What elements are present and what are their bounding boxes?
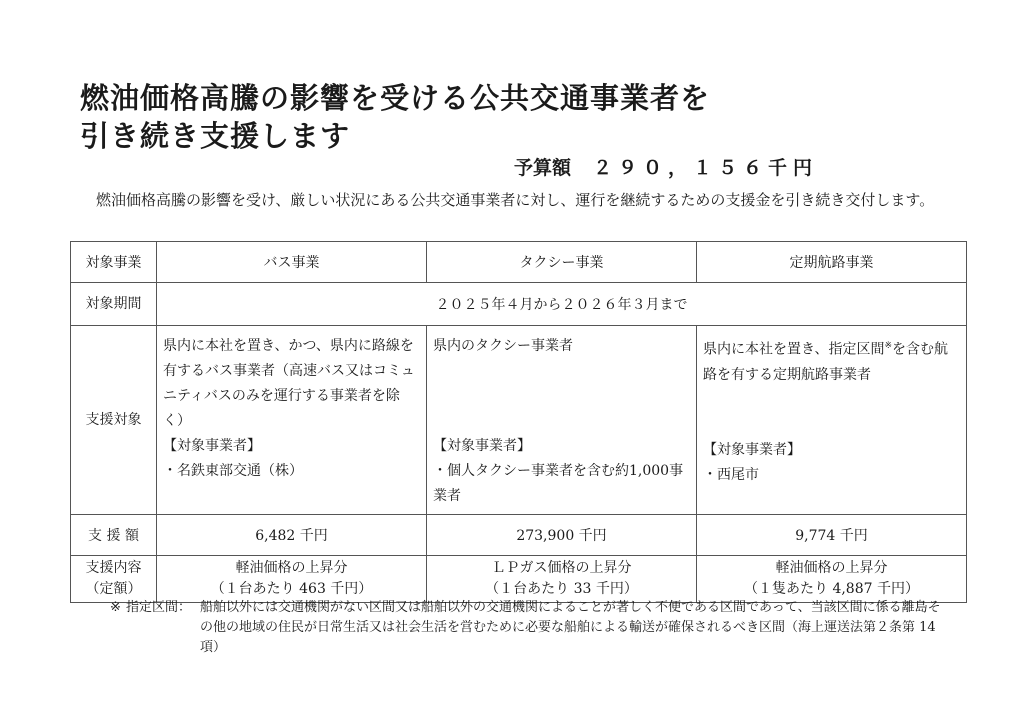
target-taxi-sub-value: ・個人タクシー事業者を含む約1,000事業者: [433, 463, 684, 504]
amount-ship: 9,774 千円: [697, 515, 967, 556]
amount-taxi: 273,900 千円: [427, 515, 697, 556]
target-label: 支援対象: [71, 326, 157, 515]
target-bus-desc: 県内に本社を置き、かつ、県内に路線を有するバス事業者（高速バス又はコミュニティバスのみを運行する事業者を除く）: [163, 338, 415, 429]
header-label: 対象事業: [71, 242, 157, 283]
amount-row: [71, 515, 967, 556]
amount-bus: 6,482 千円: [157, 515, 427, 556]
content-taxi-2: （１台あたり 33 千円）: [485, 581, 638, 597]
page-title-line-2: 引き続き支援します: [80, 119, 351, 153]
header-ship: 定期航路事業: [697, 242, 967, 283]
header-taxi: タクシー事業: [427, 242, 697, 283]
content-taxi-cell: [427, 556, 697, 603]
target-ship-cell: [697, 326, 967, 515]
content-ship-1: 軽油価格の上昇分: [775, 560, 888, 576]
target-taxi-cell: [427, 326, 697, 515]
period-label: 対象期間: [71, 283, 157, 326]
target-bus-cell: [157, 326, 427, 515]
content-ship-2: （１隻あたり 4,887 千円）: [744, 581, 919, 597]
support-table: [70, 241, 967, 603]
content-bus-cell: [157, 556, 427, 603]
target-ship-desc: [703, 334, 960, 388]
intro-paragraph: 燃油価格高騰の影響を受け、厳しい状況にある公共交通事業者に対し、運行を継続するための支援金を引き続き交付します。: [96, 191, 935, 209]
content-bus-1: 軽油価格の上昇分: [235, 560, 348, 576]
footnote-mark: ※: [110, 600, 121, 615]
budget-line: [514, 153, 818, 180]
target-ship-desc-a: 県内に本社を置き、指定区間: [703, 341, 885, 358]
content-bus-2: （１台あたり 463 千円）: [210, 581, 373, 597]
target-bus-sub-label: 【対象事業者】: [163, 438, 261, 454]
target-taxi-desc: 県内のタクシー事業者: [433, 338, 573, 354]
content-label-2: （定額）: [85, 581, 142, 597]
budget-amount: ２９０，１５６千円: [593, 157, 819, 179]
target-bus-sub-value: ・名鉄東部交通（株）: [163, 463, 303, 479]
period-value: ２０２５年４月から２０２６年３月まで: [157, 283, 967, 326]
content-row: [71, 556, 967, 603]
table-header-row: [71, 242, 967, 283]
target-ship-desc-b: を含む航路を有する定期航路事業者: [703, 341, 948, 383]
target-row: [71, 326, 967, 515]
content-ship-cell: [697, 556, 967, 603]
budget-label: 予算額: [514, 157, 572, 179]
amount-label: 支 援 額: [71, 515, 157, 556]
content-label-1: 支援内容: [85, 560, 142, 576]
content-taxi-1: ＬＰガス価格の上昇分: [491, 560, 632, 576]
target-ship-sub-value: ・西尾市: [703, 466, 759, 483]
footnote-body: 船舶以外には交通機関がない区間又は船舶以外の交通機関によることが著しく不便である区間であって、当該区間に係る離島その他の地域の住民が日常生活又は社会生活を営むために必要な船舶による輸送が確保されるべき区間（海上運送法第２条第 14 項）: [200, 600, 941, 655]
page-title-line-1: 燃油価格高騰の影響を受ける公共交通事業者を: [80, 81, 711, 115]
content-label-cell: [71, 556, 157, 603]
period-row: [71, 283, 967, 326]
target-taxi-sub-label: 【対象事業者】: [433, 438, 531, 454]
target-ship-sub-label: 【対象事業者】: [703, 441, 801, 458]
footnote: [110, 598, 950, 658]
target-ship-desc-mark: ※: [884, 341, 892, 351]
header-bus: バス事業: [157, 242, 427, 283]
footnote-head: 指定区間：: [126, 600, 192, 615]
